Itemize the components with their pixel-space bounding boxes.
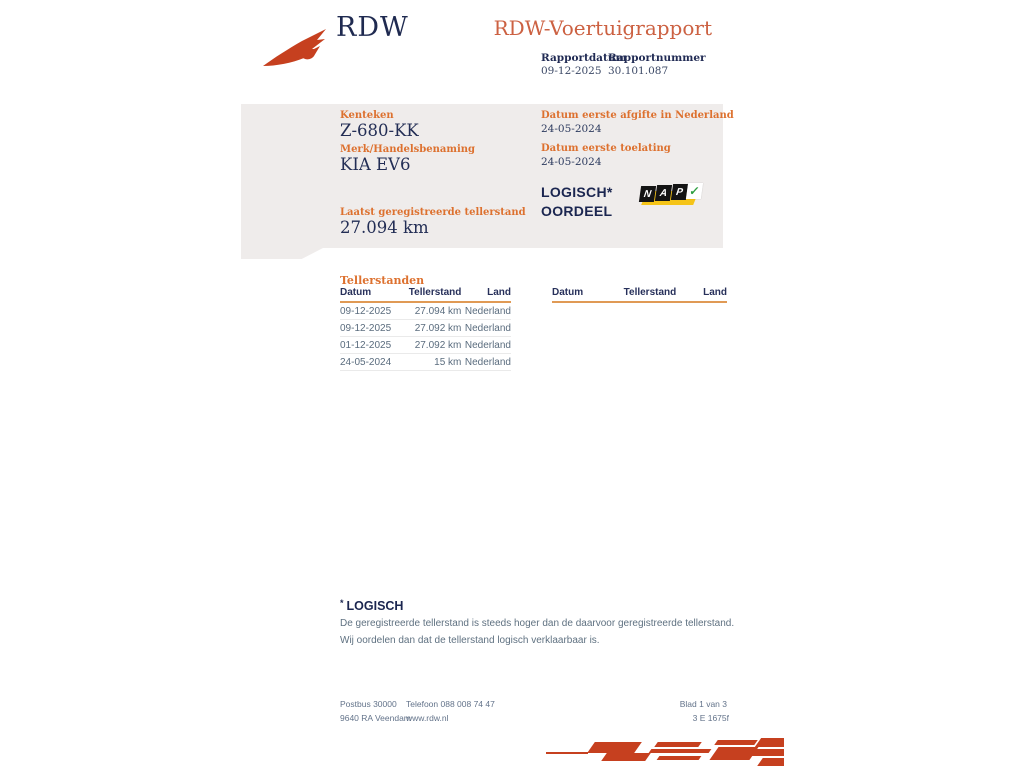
cell-datum: 24-05-2024	[340, 354, 396, 371]
cell-land: Nederland	[461, 320, 511, 337]
cell-tellerstand: 27.092 km	[396, 320, 461, 337]
col-header-land: Land	[461, 287, 511, 302]
tellerstand-value: 27.094 km	[340, 218, 429, 237]
table-row	[340, 302, 511, 320]
col-header-datum: Datum	[340, 287, 396, 302]
cell-tellerstand: 27.092 km	[396, 337, 461, 354]
cell-datum: 09-12-2025	[340, 320, 396, 337]
footer-address-line2: 9640 RA Veendam	[340, 713, 411, 723]
footnote-asterisk: *	[340, 598, 344, 608]
tellerstanden-table-left	[340, 287, 511, 371]
nap-check-icon: ✓	[686, 183, 703, 199]
kenteken-label: Kenteken	[340, 110, 394, 121]
table-header-row	[552, 287, 727, 302]
afgifte-value: 24-05-2024	[541, 123, 602, 135]
cell-tellerstand: 15 km	[396, 354, 461, 371]
tellerstanden-section-title: Tellerstanden	[340, 274, 425, 287]
oordeel-verdict	[541, 183, 613, 221]
form-code: 3 E 1675f	[692, 713, 729, 723]
nap-letter-p: P	[671, 184, 688, 200]
tellerstanden-table-right	[552, 287, 727, 303]
kenteken-value: Z-680-KK	[340, 121, 419, 140]
nap-logo	[638, 181, 704, 211]
rdw-stripes-graphic-icon	[544, 735, 784, 768]
page-title: RDW-Voertuigrapport	[493, 16, 712, 40]
footer-address-line1: Postbus 30000	[340, 699, 397, 709]
report-date-value: 09-12-2025	[541, 65, 602, 77]
table-row	[340, 354, 511, 371]
cell-land: Nederland	[461, 337, 511, 354]
cell-land: Nederland	[461, 354, 511, 371]
cell-datum: 01-12-2025	[340, 337, 396, 354]
report-date-label: Rapportdatum	[541, 52, 627, 64]
tellerstanden-table-body	[340, 302, 511, 371]
footnote-title	[340, 597, 403, 615]
table-header-row	[340, 287, 511, 302]
cell-land: Nederland	[461, 302, 511, 320]
oordeel-line2: OORDEEL	[541, 203, 613, 219]
merk-value: KIA EV6	[340, 155, 411, 174]
toelating-value: 24-05-2024	[541, 156, 602, 168]
tellerstand-label: Laatst geregistreerde tellerstand	[340, 207, 526, 218]
afgifte-label: Datum eerste afgifte in Nederland	[541, 110, 734, 121]
nap-letter-a: A	[655, 185, 672, 201]
nap-letter-n: N	[639, 186, 656, 202]
summary-panel-flap	[241, 248, 323, 259]
merk-label: Merk/Handelsbenaming	[340, 144, 476, 155]
page-indicator: Blad 1 van 3	[679, 699, 727, 709]
footnote-title-word: LOGISCH	[346, 599, 404, 613]
table-row	[340, 320, 511, 337]
col-header-datum: Datum	[552, 287, 610, 302]
col-header-tellerstand: Tellerstand	[610, 287, 677, 302]
toelating-label: Datum eerste toelating	[541, 143, 671, 154]
footer-phone: Telefoon 088 008 74 47	[406, 699, 495, 709]
footnote-body: De geregistreerde tellerstand is steeds hoger dan de daarvoor geregistreerde tellerstand. Wij oordelen dan dat de tellerstand logisch verklaarbaar is.	[340, 618, 735, 646]
cell-datum: 09-12-2025	[340, 302, 396, 320]
col-header-tellerstand: Tellerstand	[396, 287, 461, 302]
rdw-logo-text: RDW	[336, 12, 409, 43]
oordeel-line1: LOGISCH*	[541, 184, 613, 200]
table-row	[340, 337, 511, 354]
rdw-wing-logo-icon	[262, 20, 332, 70]
report-number-label: Rapportnummer	[608, 52, 706, 64]
col-header-land: Land	[676, 287, 727, 302]
cell-tellerstand: 27.094 km	[396, 302, 461, 320]
footer-website: www.rdw.nl	[406, 713, 449, 723]
summary-panel	[241, 104, 723, 248]
report-number-value: 30.101.087	[608, 65, 669, 77]
